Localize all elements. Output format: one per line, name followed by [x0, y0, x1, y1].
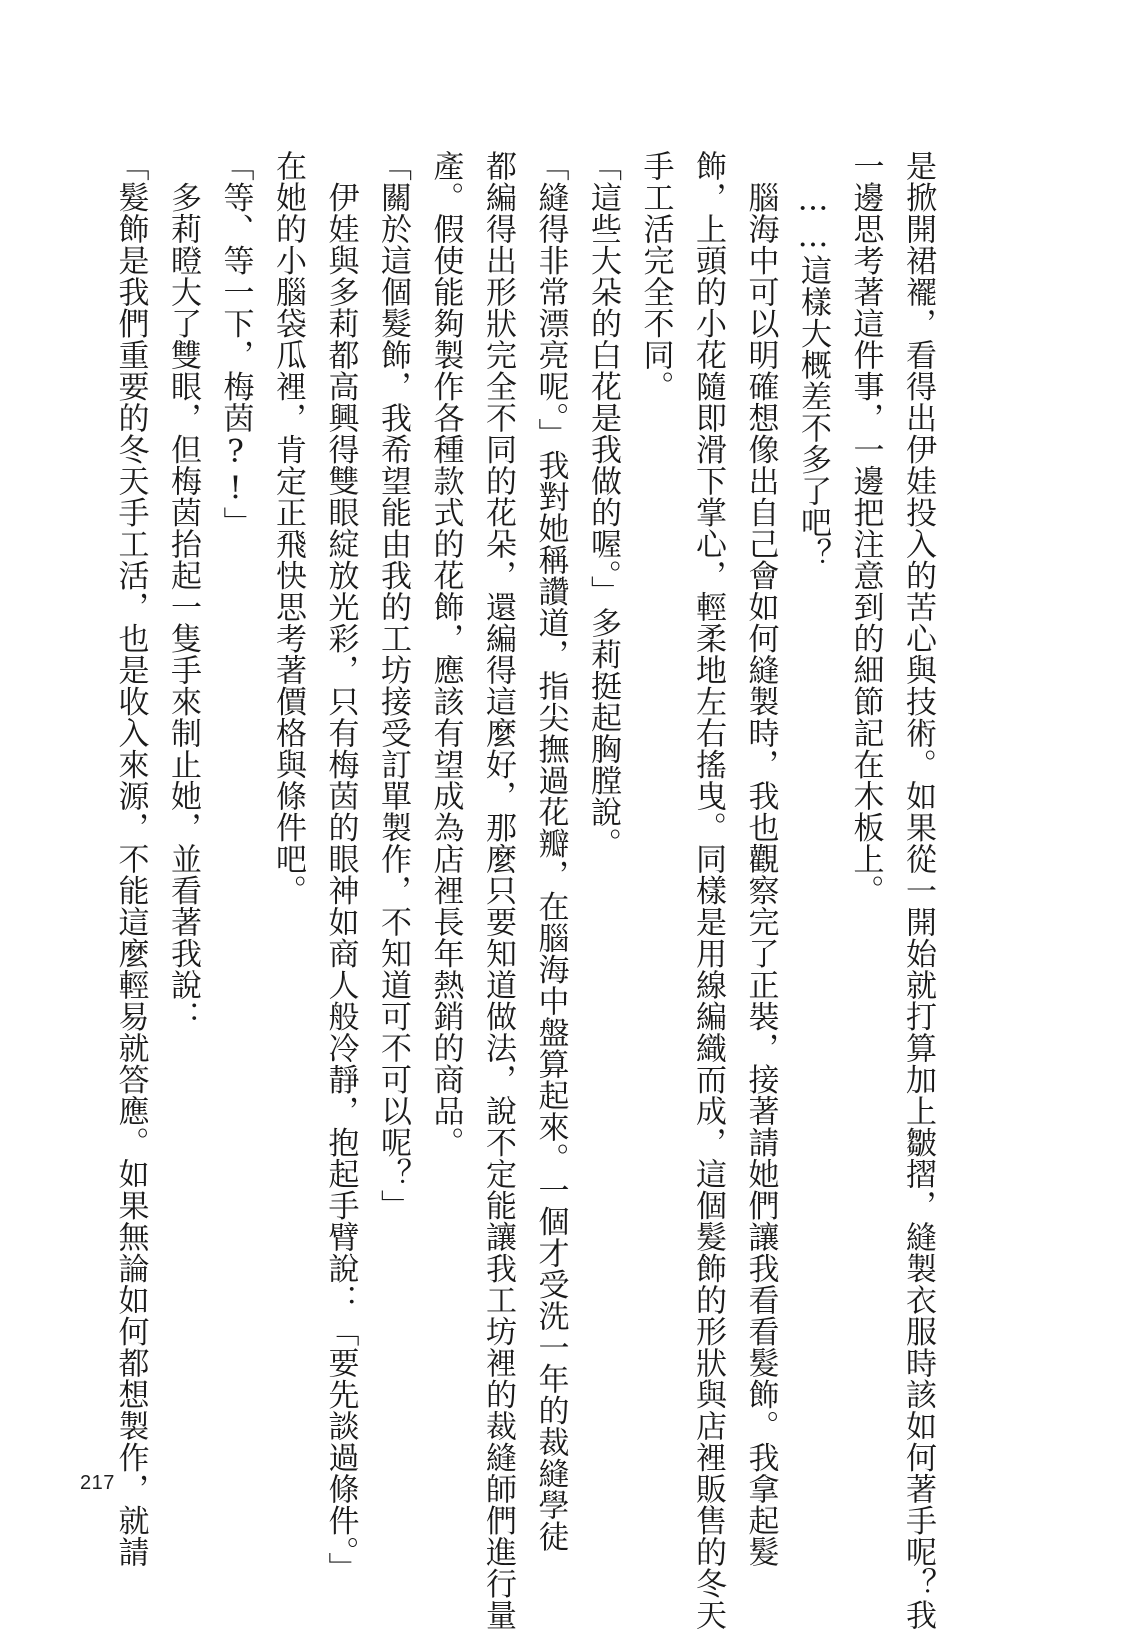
page-number: 217	[80, 1472, 115, 1494]
text-line: 一邊思考著這件事，一邊把注意到的細節記在木板上。	[847, 150, 884, 906]
vertical-text-block	[104, 150, 944, 1631]
text-line: 手工活完全不同。	[637, 150, 674, 402]
text-line: 是掀開裙襬，看得出伊娃投入的苦心與技術。如果從一開始就打算加上皺摺，縫製衣服時該如何著手呢？我	[900, 150, 936, 1631]
text-line: 「髮飾是我們重要的冬天手工活，也是收入來源，不能這麼輕易就答應。如果無論如何都想製作，就請	[112, 150, 149, 1568]
text-line: 「等、等一下，梅茵?!」	[217, 150, 254, 538]
text-line: 產。假使能夠製作各種款式的花飾，應該有望成為店裡長年熱銷的商品。	[427, 150, 464, 1158]
text-line: ……這樣大概差不多了吧？	[795, 150, 831, 570]
text-line: 「這些大朵的白花是我做的喔。」多莉挺起胸膛說。	[585, 150, 621, 859]
text-line: 「關於這個髮飾，我希望能由我的工坊接受訂單製作，不知道可不可以呢？」	[375, 150, 411, 1221]
text-line: 在她的小腦袋瓜裡，肯定正飛快思考著價格與條件吧。	[270, 150, 306, 906]
text-line: 都編得出形狀完全不同的花朵，還編得這麼好，那麼只要知道做法，說不定能讓我工坊裡的裁縫師們進行量	[480, 150, 516, 1631]
text-line: 伊娃與多莉都高興得雙眼綻放光彩，只有梅茵的眼神如商人般冷靜，抱起手臂說：「要先談過條件。」	[322, 150, 359, 1584]
text-line: 腦海中可以明確想像出自己會如何縫製時，我也觀察完了正裝，接著請她們讓我看看髮飾。我拿起髮	[742, 150, 779, 1568]
text-line: 多莉瞪大了雙眼，但梅茵抬起一隻手來制止她，並看著我說：	[165, 150, 201, 1032]
text-line: 「縫得非常漂亮呢。」我對她稱讚道，指尖撫過花瓣，在腦海中盤算起來。一個才受洗一年的裁縫學徒	[532, 150, 569, 1552]
text-line: 飾，上頭的小花隨即滑下掌心，輕柔地左右搖曳。同樣是用線編織而成，這個髮飾的形狀與店裡販售的冬天	[690, 150, 726, 1631]
